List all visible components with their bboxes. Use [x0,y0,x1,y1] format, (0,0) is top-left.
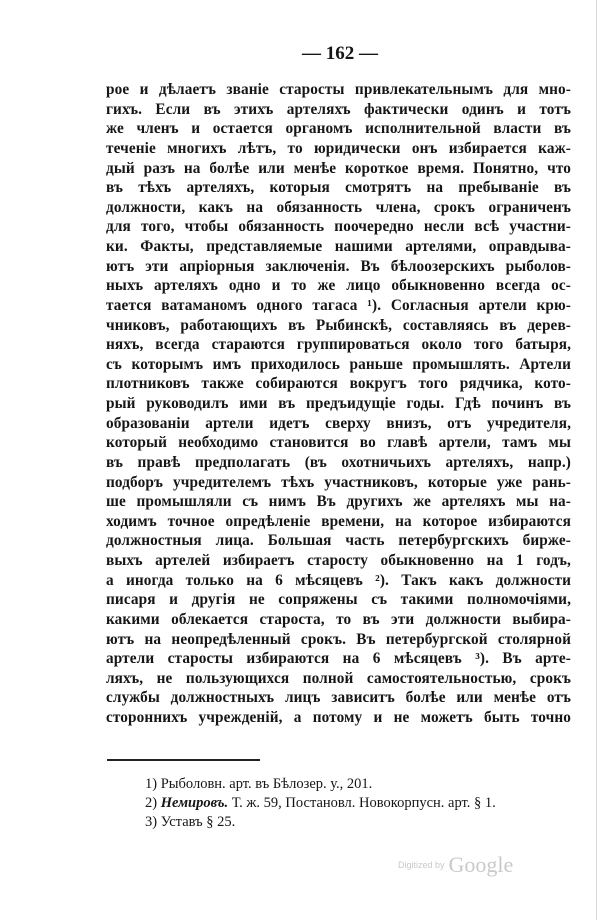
text-line: образованіи артели идетъ сверху внизъ, отъ учредителя, [106,414,571,432]
text-line: рое и дѣлаетъ званіе старосты привлекательнымъ для мно- [106,81,571,98]
text-line: гихъ. Если въ этихъ артеляхъ фактически одинъ и тотъ [106,100,571,118]
text-line: ныхъ артеляхъ одно и то же лицо обыкновенно всегда ос- [106,277,571,295]
text-line: ходимъ точное опредѣленіе времени, на которое избираются [106,512,571,530]
text-line: тается ватаманомъ одного тагаса ¹). Согласныя артели крю- [106,296,571,314]
google-watermark [398,852,513,878]
footnote-divider [107,759,260,761]
footnote-author: Немировъ. [160,795,229,811]
text-line: должности, какъ на обязанность члена, срокъ ограниченъ [106,198,571,216]
page-edge [596,0,597,920]
text-line: теченіе многихъ лѣтъ, то юридически онъ избирается каж- [106,139,571,157]
footnote-2 [145,794,496,812]
text-line: стороннихъ учрежденій, а потому и не можетъ быть точно [106,709,571,726]
text-line: въ тѣхъ артеляхъ, которыя смотрятъ на пребываніе въ [106,179,571,197]
footnote-3 [145,813,235,831]
text-line: ютъ на неопредѣленный срокъ. Въ петербургской столярной [106,630,571,648]
footnote-1 [145,775,372,793]
text-line: писаря и другія не сопряжены съ такими полномочіями, [106,591,571,609]
text-line: няхъ, всегда стараются группироваться около того батыря, [106,336,571,354]
text-line: чниковъ, работающихъ въ Рыбинскѣ, составляясь въ дерев- [106,316,571,334]
text-line: для того, чтобы обязанность поочередно несли всѣ участни- [106,218,571,236]
footnote-mark: 1) [145,776,158,792]
text-line: службы должностныхъ лицъ зависитъ болѣе или менѣе отъ [106,689,571,707]
text-line: съ которымъ имъ приходилось раньше промышлять. Артели [106,355,571,373]
text-line: какими облекается староста, то въ эти должности выбира- [106,610,571,628]
text-line: рый руководилъ ими въ предъидущіе годы. Гдѣ починъ въ [106,395,571,412]
text-line: же членъ и остается органомъ исполнительной власти въ [106,120,571,138]
watermark-brand: Google [448,852,514,877]
text-line: выхъ артелей избираетъ старосту обыкновенно на 1 годъ, [106,552,571,569]
text-line: дый разъ на болѣе или менѣе короткое время. Понятно, что [106,159,571,177]
body-text [106,80,571,728]
text-line: въ правѣ предполагать (въ охотничьихъ артеляхъ, напр.) [106,453,571,471]
text-line: артели старосты избираются на 6 мѣсяцевъ ³). Въ арте- [106,650,571,668]
footnote-text: Рыболовн. арт. въ Бѣлозер. у., 201. [160,776,373,792]
watermark-prefix: Digitized by [398,860,445,870]
text-line: ютъ эти апріорныя заключенія. Въ бѣлоозерскихъ рыболов- [106,257,571,275]
text-line: плотниковъ также собираются вокругъ того рядчика, кото- [106,375,571,393]
text-line: а иногда только на 6 мѣсяцевъ ²). Такъ какъ должности [106,571,571,589]
footnote-mark: 3) [145,814,158,830]
text-line: подборъ учредителемъ тѣхъ участниковъ, которые уже рань- [106,473,571,491]
footnote-mark: 2) [145,795,158,811]
text-line: ляхъ, не пользующихся полной самостоятельностью, срокъ [106,669,571,687]
text-line: ше промышляли съ нимъ Въ другихъ же артеляхъ мы на- [106,493,571,511]
footnote-text: Т. ж. 59, Постановл. Новокорпусн. арт. § 1. [231,795,496,811]
page-number: — 162 — [302,43,378,64]
footnote-text: Уставъ § 25. [160,814,236,830]
text-line: должностныя лица. Большая часть петербургскихъ бирже- [106,532,571,550]
text-line: ки. Факты, представляемые нашими артелями, оправдыва- [106,238,571,255]
text-line: который необходимо становится во главѣ артели, тамъ мы [106,434,571,452]
